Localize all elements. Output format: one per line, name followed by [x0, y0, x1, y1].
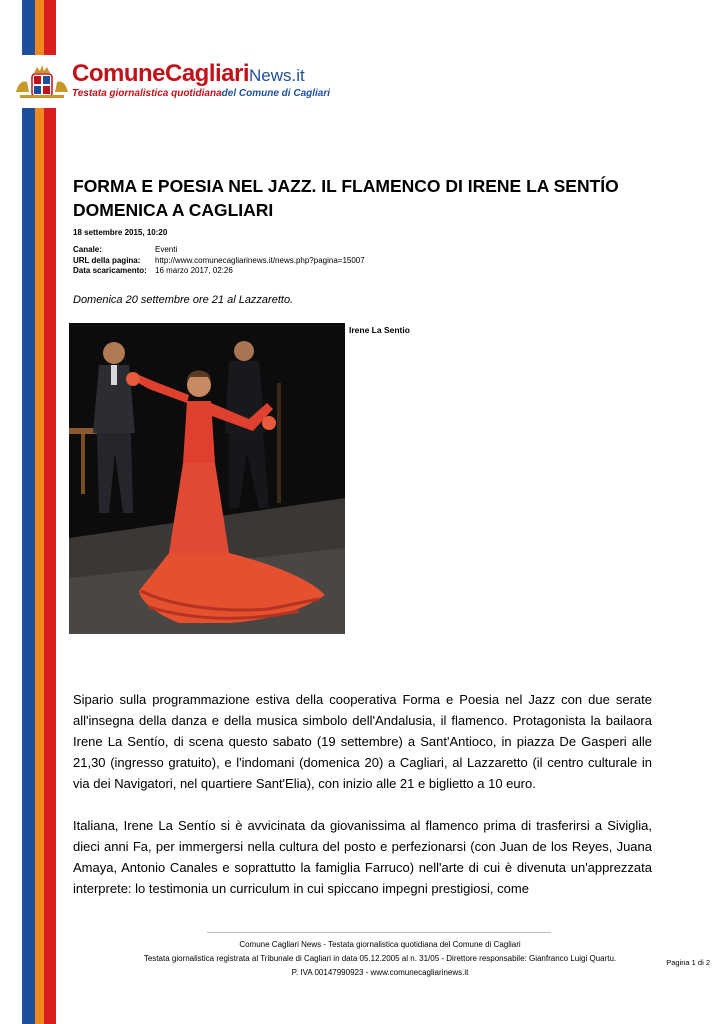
article-date: 18 settembre 2015, 10:20 — [73, 228, 168, 237]
brand-tagline — [72, 88, 330, 99]
meta-row-download-date — [73, 266, 365, 277]
footer-line-2: Testata giornalistica registrata al Tribunale di Cagliari in data 05.12.2005 al n. 31/05 - Direttore responsabile: Gianfranco Luigi Quartu. — [143, 954, 617, 963]
article-subtitle: Domenica 20 settembre ore 21 al Lazzaretto. — [73, 294, 294, 306]
flamenco-dancer-photo — [69, 323, 345, 634]
side-stripes — [22, 0, 56, 1024]
article-title: FORMA E POESIA NEL JAZZ. IL FLAMENCO DI IRENE LA SENTÍO DOMENICA A CAGLIARI — [73, 176, 619, 220]
article-paragraph: Sipario sulla programmazione estiva della cooperativa Forma e Poesia nel Jazz con due serate all'insegna della danza e della musica simbolo dell'Andalusia, il flamenco. Protagonista la bailaora Irene La Sentío, di scena questo sabato (19 settembre) a Sant'Antioco, in piazza De Gasperi alle 21,30 (ingresso gratuito), e l'indomani (domenica 20) a Cagliari, al Lazzaretto (il centro culturale in via dei Navigatori, nel quartiere Sant'Elia), con inizio alle 21 e biglietto a 10 euro. — [73, 692, 652, 791]
meta-value: 16 marzo 2017, 02:26 — [155, 266, 233, 275]
image-caption: Irene La Sentio — [349, 325, 410, 335]
stripe-blue — [22, 0, 35, 1024]
meta-row-channel — [73, 245, 365, 256]
footer-line-1: Comune Cagliari News - Testata giornalistica quotidiana del Comune di Cagliari — [239, 940, 521, 949]
brand-logo[interactable] — [72, 60, 305, 88]
tagline-main: Testata giornalistica quotidiana — [72, 88, 222, 99]
article-meta — [73, 245, 365, 277]
tagline-sub: del Comune di Cagliari — [221, 88, 331, 99]
brand-main: ComuneCagliari — [72, 60, 250, 87]
meta-row-url — [73, 256, 365, 267]
crest-logo-icon — [12, 62, 72, 102]
meta-value: Eventi — [155, 245, 178, 254]
page-number: Pagina 1 di 2 — [666, 958, 710, 967]
stripe-red — [44, 0, 56, 1024]
meta-label: Data scaricamento: — [73, 266, 147, 275]
meta-label: Canale: — [73, 245, 102, 254]
footer-divider — [207, 932, 551, 933]
brand-suffix: News.it — [249, 66, 305, 85]
meta-label: URL della pagina: — [73, 255, 141, 265]
meta-url-link[interactable]: http://www.comunecagliarinews.it/news.php?pagina=15007 — [155, 255, 365, 265]
page-footer — [100, 938, 660, 980]
article-paragraph: Italiana, Irene La Sentío si è avvicinata da giovanissima al flamenco prima di trasferirsi a Siviglia, dieci anni Fa, per immergersi nella cultura del posto e perfezionarsi (con Juan de los Reyes, Juana Amaya, Antonio Canales e soprattutto la famiglia Farruco) nell'arte di cui è divenuta un'apprezzata interprete: lo testimonia un curriculum in cui spiccano impegni prestigiosi, come — [73, 818, 652, 896]
footer-line-3: P. IVA 00147990923 - www.comunecagliarinews.it — [291, 968, 469, 977]
stripe-orange — [35, 0, 44, 1024]
